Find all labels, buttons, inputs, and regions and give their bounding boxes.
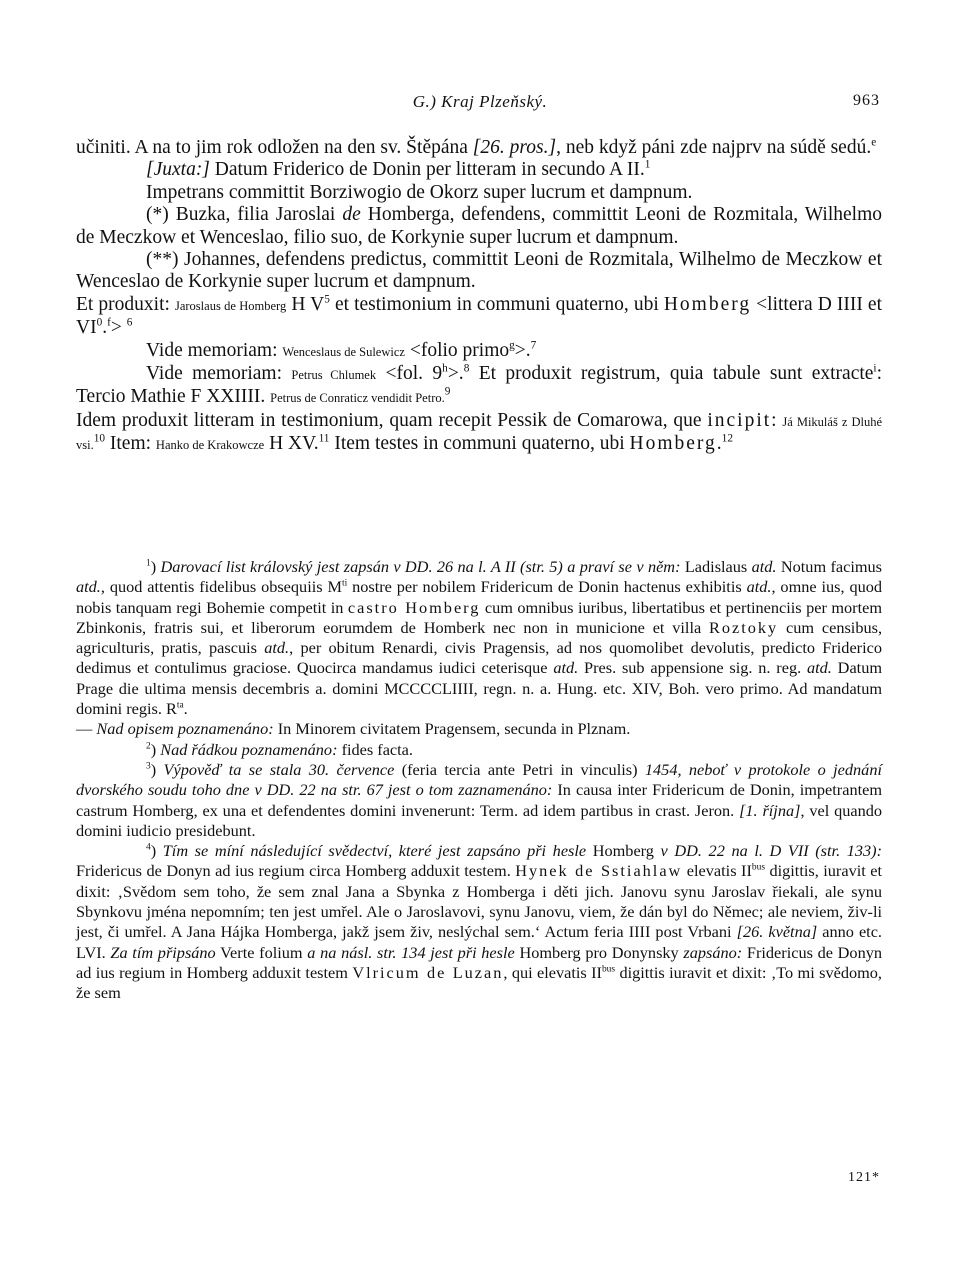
- footnote: $^1$) Darovací list královský jest zapsán v DD. 26 na l. A II (str. 5) a praví se v něm: Ladislaus atd. Notum facimus atd., quod attentis fidelibus obsequiis $M^{ti}$ nostre per nobilem Fridericum de Donin hactenus exhibitis atd., omne ius, quod nobis tanquam regi Bohemie competit in castro Homberg cum omnibus iuribus, libertatibus et pertinenciis per mortem Zbinkonis, fratris sui, et liberorum eorumdem de Homberk nec non in municione et villa Roztoky cum censibus, agriculturis, pratis, pascuis atd., per obitum Renardi, civis Pragensis, ad nos quomolibet devolutis, predicto Friderico dedimus et contulimus graciose. Quocirca mandamus iudici ceterisque atd. Pres. sub appensione sig. n. reg. atd. Datum Prage die ultima mensis decembris a. domini MCCCCLIIII, regn. n. a. Hung. etc. XIV, Boh. vero primo. Ad mandatum domini regis. $R^{ta}$.: [76, 557, 883, 719]
- text-run: digittis iuravit et dixit: ‚To mi svědomo, že sem: [76, 962, 882, 1003]
- superscript: 0: [96, 316, 103, 329]
- text-run: v DD. 22 na l. D VII (str. 133):: [660, 841, 883, 861]
- superscript: 7: [530, 339, 537, 352]
- text-run: >: [110, 317, 127, 339]
- text-run: a na násl. str. 134 jest při hesle: [307, 942, 515, 962]
- text-run: Petrus Chlumek: [291, 368, 377, 383]
- text-run: Výpověď ta se stala 30. července: [163, 759, 395, 779]
- text-run: anno etc. LVI.: [76, 922, 882, 962]
- text-run: Item:: [105, 433, 156, 455]
- text-run: .: [102, 317, 108, 339]
- text-run: Vide memoriam:: [146, 339, 283, 361]
- text-run: Tím se míní následující svědectví, které jest zapsáno při hesle: [162, 841, 587, 861]
- running-header: [80, 92, 880, 114]
- footnote: $^2$) Nad řádkou poznamenáno: fides facta.: [146, 739, 413, 759]
- footnote: $^3$) Výpověď ta se stala 30. července (feria tercia ante Petri in vinculis) 1454, neboť v protokole o jednání dvorského soudu toho dne v DD. 22 na str. 67 jest o tom zaznamenáno: In causa inter Fridericum de Donin, impetrantem castrum Homberg, ex una et defendentes domini invenerunt: Term. ad idem partibus in crast. Jeron. [1. října], vel quando domini iudicio presidebunt.: [76, 759, 883, 840]
- superscript: ta: [176, 700, 184, 711]
- text-run: Et produxit:: [76, 293, 175, 315]
- text-run: <littera D IIII et VI: [76, 293, 883, 339]
- superscript: 3: [146, 761, 151, 772]
- main-text: [76, 137, 882, 457]
- footnote: $^4$) Tím se míní následující svědectví, které jest zapsáno při hesle Homberg v DD. 22 na l. D VII (str. 133): Fridericus de Donyn ad ius regium circa Homberg adduxit testem. Hynek de Sstiahlaw elevatis $II^{bus}$ digittis, iuravit et dixit: ‚Svědom sem toho, že sem znal Jana a Sbynka z Homberga i děti jich. Janovu synu Jaroslav řiekali, ale synu Sbynkovu jména nepomním; ten jest umřel. Ale o Jaroslavovi, synu Janovu, viem, že dán byl do Němec; ale neviem, živ-li jest, či umřel. A Jana Hájka Homberga, jakž jsem živ, neslýchal sem.‘ Actum feria IIII post Vrbani [26. května] anno etc. LVI. Za tím připsáno Verte folium a na násl. str. 134 jest při hesle Homberg pro Donynsky zapsáno: Fridericus de Donyn ad ius regium in Homberg adduxit testem Vlricum de Luzan, qui elevatis $II^{bus}$ digittis iuravit et dixit: ‚To mi svědomo, že sem: [76, 841, 883, 1003]
- superscript: h: [442, 362, 448, 375]
- text-run: , quod attentis fidelibus obsequiis M: [100, 577, 342, 597]
- text-run: , vel quando domini iudicio presidebunt.: [76, 800, 883, 840]
- text-run: et testimonium in communi quaterno, ubi: [329, 293, 664, 315]
- superscript: 1: [146, 558, 151, 569]
- footnote-continuation: [76, 719, 882, 739]
- text-run: Notum facimus: [776, 557, 883, 576]
- text-run: In Minorem civitatem Pragensem, secunda in Plznam.: [273, 719, 631, 739]
- text-run: >.: [447, 363, 464, 385]
- text-run: atd.: [746, 577, 772, 597]
- text-run: atd.: [553, 658, 579, 678]
- signature-mark: 121*: [848, 1170, 880, 1185]
- text-run: Hanko de Krakowcze: [155, 438, 265, 453]
- text-run: : Tercio Mathie F XXIIII.: [76, 363, 882, 408]
- text-run: Darovací list královský jest zapsán v DD. 26 na l. A II (str. 5) a praví se v něm:: [160, 557, 681, 576]
- text-run: atd.: [264, 638, 290, 658]
- text-run: >.: [514, 339, 531, 361]
- text-run: Za tím připsáno: [110, 942, 216, 962]
- text-run: Pres. sub appensione sig. n. reg.: [578, 658, 807, 678]
- text-run: In causa inter Fridericum de Donin, impetrantem castrum Homberg, ex una et defendentes domini invenerunt: Term. ad idem partibus in crast. Jeron.: [76, 780, 883, 820]
- text-run: [26. pros.]: [472, 137, 557, 158]
- superscript: bus: [601, 964, 616, 975]
- text-run: Fridericus de Donyn ad ius regium circa Homberg adduxit testem.: [76, 861, 516, 881]
- text-run: Homberg pro Donynsky: [514, 942, 684, 962]
- text-run: [1. října]: [739, 800, 801, 820]
- text-run: Datum Friderico de Donin per litteram in secundo A II.: [209, 159, 645, 181]
- superscript: i: [873, 362, 877, 375]
- text-run: Idem produxit litteram in testimonium, quam recepit Pessik de Comarowa, que: [76, 409, 708, 431]
- superscript: 12: [721, 432, 733, 445]
- paragraph: [76, 204, 882, 249]
- superscript: 5: [324, 293, 330, 306]
- paragraph: [76, 363, 882, 410]
- text-run: 1454, neboť v protokole o jednání dvorského soudu toho dne v DD. 22 na str. 67 jest o tom zaznamenáno:: [76, 759, 882, 800]
- text-run: Homberg: [586, 841, 661, 861]
- text-run: fides facta.: [337, 739, 413, 759]
- text-run: H XV.: [264, 433, 319, 455]
- text-run: Homberg: [663, 293, 752, 315]
- superscript: e: [871, 136, 877, 149]
- paragraph: [76, 182, 882, 204]
- text-run: <folio primo: [404, 339, 510, 361]
- text-run: digittis, iuravit et dixit: ‚Svědom sem toho, že sem znal Jana a Sbynka z Homberga i děti jich. Janovu synu Jaroslav řiekali, ale synu Sbynkovu jména nepomním; ten jest umřel. Ale o Jaroslavovi, synu Janovu, viem, že dán byl do Němec; ale neviem, živ-li jest, či umřel. A Jana Hájka Homberga, jakž jsem živ, neslýchal sem.‘ Actum feria IIII post Vrbani: [76, 861, 883, 942]
- text-run: (**) Johannes, defendens predictus, committit Leoni de Rozmitala, Wilhelmo de Meczkow et Wenceslao de Korkynie super lucrum et dampnum.: [76, 249, 882, 293]
- page-number: 963: [853, 92, 880, 109]
- footnotes: [76, 557, 882, 1004]
- superscript: 11: [318, 432, 330, 445]
- text-run: nostre per nobilem Fridericum de Donin hactenus exhibitis: [347, 577, 747, 597]
- text-run: Hynek de Sstiahlaw: [515, 861, 683, 881]
- text-run: atd.: [76, 577, 101, 597]
- paragraph: [76, 249, 882, 294]
- superscript: 9: [444, 385, 451, 398]
- text-run: Fridericus de Donyn ad ius regium in Homberg adduxit testem: [76, 942, 882, 982]
- paragraph: [76, 410, 882, 457]
- text-run: Vlricum de Luzan: [352, 962, 504, 982]
- text-run: [Juxta:]: [146, 159, 210, 181]
- text-run: cum omnibus iuribus, libertatibus et pertinenciis per mortem Zbinkonis, fratris sui, et liberorum eorumdem de Homberk nec non in municione et villa: [76, 597, 882, 637]
- text-run: Homberg: [629, 433, 717, 455]
- text-run: Et produxit registrum, quia tabule sunt extracte: [469, 363, 874, 385]
- text-run: Nad řádkou poznamenáno:: [160, 739, 338, 759]
- text-run: elevatis II: [682, 861, 752, 881]
- text-run: atd.: [751, 557, 777, 576]
- text-run: , neb když páni zde najprv na súdě sedú.: [556, 137, 872, 158]
- text-run: Já Mikuláš z Dluhé vsi.: [76, 414, 883, 453]
- text-run: , per obitum Renardi, civis Pragensis, ad nos quomolibet devolutis, predicto Friderico dedimus et contulimus graciose. Quocirca mandamus iudici ceterisque: [76, 638, 882, 678]
- paragraph: [76, 340, 882, 363]
- text-run: [26. května]: [736, 922, 818, 942]
- superscript: 1: [644, 158, 651, 171]
- text-run: incipit: [707, 409, 772, 431]
- text-run: .: [716, 433, 722, 455]
- text-run: .: [183, 699, 188, 719]
- text-run: castro Homberg: [347, 597, 481, 617]
- text-run: Vide memoriam:: [146, 363, 292, 385]
- paragraph: [76, 294, 882, 340]
- text-run: <fol. 9: [376, 363, 443, 385]
- text-run: :: [771, 409, 783, 431]
- superscript: 8: [463, 362, 470, 375]
- superscript: 2: [146, 741, 151, 752]
- text-run: učiniti. A na to jim rok odložen na den sv. Štěpána: [76, 137, 473, 158]
- text-run: atd.: [806, 658, 832, 678]
- text-run: Item testes in communi quaterno, ubi: [329, 433, 630, 455]
- text-run: Datum Prage die ultima mensis decembris a. domini MCCCCLIIII, regn. n. a. Hung. etc. XIV, Boh. vero primo. Ad mandatum domini regis. R: [76, 658, 882, 719]
- text-run: (*) Buzka, filia Jaroslai: [146, 204, 343, 226]
- text-run: , qui elevatis II: [503, 962, 602, 982]
- text-run: Ladislaus: [680, 557, 752, 576]
- text-run: Impetrans committit Borziwogio de Okorz super lucrum et dampnum.: [146, 181, 693, 203]
- text-run: (feria tercia ante Petri in vinculis): [394, 759, 645, 779]
- text-run: Homberga, defendens, committit Leoni de Rozmitala, Wilhelmo de Meczkow et Wenceslao, filio suo, de Korkynie super lucrum et dampnum.: [76, 204, 882, 248]
- text-run: Nad opisem poznamenáno:: [96, 719, 274, 739]
- text-run: , omne ius, quod nobis tanquam regi Bohemie competit in: [76, 577, 883, 617]
- superscript: f: [107, 316, 111, 329]
- superscript: 4: [146, 842, 151, 853]
- paragraph: [76, 159, 882, 181]
- superscript: ti: [341, 578, 348, 589]
- text-run: Wenceslaus de Sulewicz: [282, 344, 405, 359]
- text-run: cum censibus, agriculturis, pratis, pascuis: [76, 617, 883, 658]
- text-run: zapsáno:: [683, 942, 743, 962]
- superscript: 10: [93, 432, 106, 445]
- text-run: —: [76, 719, 97, 739]
- text-run: H V: [286, 293, 325, 315]
- text-run: Petrus de Conraticz vendidit Petro.: [270, 391, 445, 406]
- text-run: Roztoky: [709, 617, 779, 637]
- superscript: g: [509, 339, 515, 352]
- text-run: de: [342, 204, 361, 226]
- paragraph: [76, 137, 882, 159]
- text-run: Verte folium: [215, 942, 308, 962]
- text-run: Jaroslaus de Homberg: [174, 298, 287, 313]
- running-title: G.) Kraj Plzeňský.: [412, 92, 548, 111]
- superscript: 6: [126, 316, 133, 329]
- superscript: bus: [751, 863, 765, 874]
